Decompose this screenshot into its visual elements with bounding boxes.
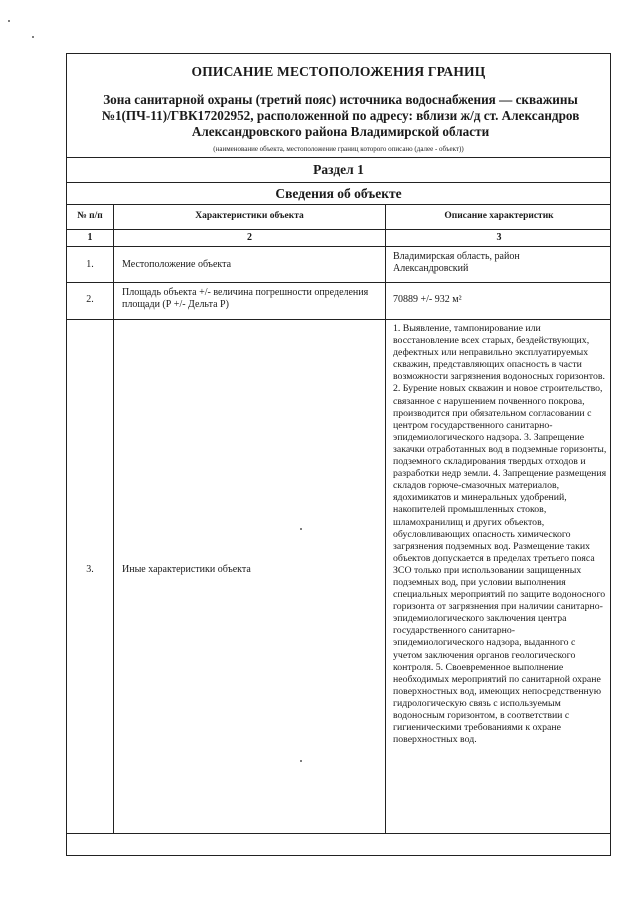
- scan-speck: [300, 760, 302, 762]
- document-frame: [66, 53, 611, 856]
- col-rule-2: [385, 204, 386, 833]
- col-rule-1: [113, 204, 114, 833]
- row-2-description: 70889 +/- 932 м²: [393, 294, 462, 305]
- document-title: ОПИСАНИЕ МЕСТОПОЛОЖЕНИЯ ГРАНИЦ: [191, 64, 486, 79]
- row-2-characteristic: Площадь объекта +/- величина погрешности определения площади (Р +/- Дельта Р): [122, 287, 369, 311]
- row-1-description: Владимирская область, район Александровский: [393, 251, 520, 275]
- section-label: Раздел 1: [313, 162, 364, 177]
- col-number-1: 1: [87, 232, 93, 243]
- scan-speck: [300, 528, 302, 530]
- rule-below-section-label: [67, 182, 610, 183]
- row-1-characteristic: Местоположение объекта: [122, 259, 232, 270]
- rule-below-col-headers: [67, 229, 610, 230]
- rule-below-row-1: [67, 282, 610, 283]
- row-3-characteristic: Иные характеристики объекта: [122, 564, 251, 575]
- row-2-number: 2.: [86, 294, 94, 305]
- col-header-description: Описание характеристик: [444, 211, 554, 221]
- section-title: Сведения об объекте: [275, 186, 402, 201]
- scan-speck: [8, 20, 10, 22]
- scan-speck: [32, 36, 34, 38]
- rule-below-row-3: [67, 833, 610, 834]
- rule-below-section-title: [67, 204, 610, 205]
- rule-below-col-numbers: [67, 246, 610, 247]
- col-header-characteristic: Характеристики объекта: [195, 211, 304, 221]
- col-header-num: № п/п: [77, 211, 103, 221]
- row-3-number: 3.: [86, 564, 94, 575]
- row-1-number: 1.: [86, 259, 94, 270]
- col-number-3: 3: [496, 232, 502, 243]
- rule-below-row-2: [67, 319, 610, 320]
- col-number-2: 2: [247, 232, 252, 243]
- subtitle-note: (наименование объекта, местоположение границ которого описано (далее - объект)): [213, 145, 464, 153]
- rule-below-header: [67, 157, 610, 158]
- document-subtitle: Зона санитарной охраны (третий пояс) источника водоснабжения — скважины №1(ПЧ-11)/ГВК17202952, расположенной по адресу: вблизи ж/д ст. Александров Александровского района Владимирской области: [101, 92, 580, 139]
- row-3-description: 1. Выявление, тампонирование или восстановление всех старых, бездействующих, дефектных или неправильно эксплуатируемых скважин, представляющих опасность в части возможности загрязнения водоносных горизонтов. 2. Бурение новых скважин и новое строительство, связанное с нарушением почвенного покрова, производится при обязательном согласовании с центром государственного санитарно-эпидемиологического надзора. 3. Запрещение закачки отработанных вод в подземные горизонты, подземного складирования твердых отходов и разработки недр земли. 4. Запрещение размещения складов горюче-смазочных материалов, ядохимикатов и минеральных удобрений, накопителей промышленных стоков, шламохранилищ и других объектов, обусловливающих опасность химического загрязнения подземных вод. Размещение таких объектов допускается в пределах третьего пояса ЗСО только при использовании защищенных подземных вод, при условии выполнения специальных мероприятий по защите водоносного горизонта от загрязнения при наличии санитарно-эпидемиологического заключения центра государственного санитарно- эпидемиологического надзора, выданного с учетом заключения органов геологического контроля. 5. Своевременное выполнение необходимых мероприятий по санитарной охране поверхностных вод, имеющих непосредственную гидрологическую связь с используемым водоносным горизонтом, в соответствии с гигиеническими требованиями к охране поверхностных вод.: [393, 323, 607, 746]
